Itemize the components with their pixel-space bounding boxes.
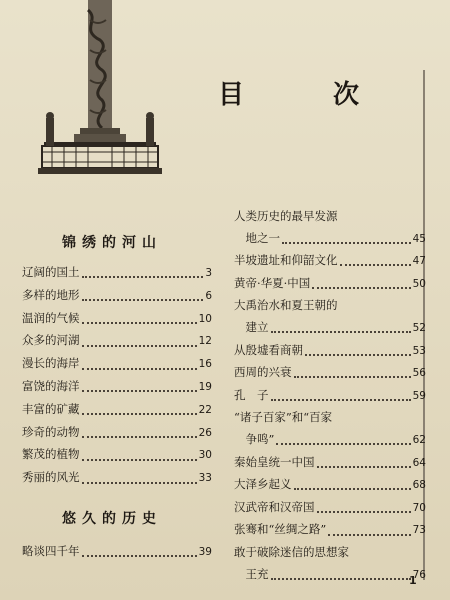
toc-entry-page: 59 [412,389,426,402]
toc-entry-title: 人类历史的最早发源 [234,209,338,223]
toc-entry-page: 64 [412,456,426,469]
toc-entry-page: 16 [198,358,212,371]
leader-dots [82,345,197,347]
toc-entry-title: 从殷墟看商朝 [234,342,303,357]
leader-dots [282,242,411,244]
toc-entry-title: 温润的气候 [22,310,80,325]
toc-entry-title: 众多的河湖 [22,333,80,348]
toc-entry-page: 33 [198,472,212,485]
toc-entry-title: 漫长的海岸 [22,356,80,371]
huabiao-pillar-illustration [30,0,170,180]
leader-dots [317,466,411,468]
leader-dots [294,376,411,378]
leader-dots [271,578,411,580]
toc-entry-page: 22 [198,403,212,416]
toc-entry-page: 52 [412,321,426,334]
toc-entry-title: 多样的地形 [22,287,80,302]
page-title: 目 次 [218,80,400,110]
toc-entry-title: 富饶的海洋 [22,378,80,393]
leader-dots [82,436,197,438]
toc-list-right [234,206,426,586]
toc-entry[interactable] [234,429,426,452]
toc-entry[interactable] [22,399,212,422]
toc-entry-page: 12 [198,335,212,348]
toc-entry[interactable] [22,376,212,399]
toc-entry-title: 张骞和“丝绸之路” [234,522,327,537]
toc-entry-title: 丰富的矿藏 [22,401,80,416]
leader-dots [271,331,411,333]
toc-entry-page: 47 [412,255,426,268]
toc-entry-title: 大禹治水和夏王朝的 [234,298,338,313]
toc-entry-title: 大泽乡起义 [234,477,292,492]
toc-entry[interactable] [22,467,212,490]
toc-entry-page: 30 [198,449,212,462]
toc-entry-title: 汉武帝和汉帝国 [234,499,315,514]
toc-entry-title: 略谈四千年 [22,544,80,558]
toc-entry-page: 19 [198,380,212,393]
leader-dots [82,482,197,484]
toc-entry[interactable] [22,262,212,285]
toc-entry-page: 56 [412,367,426,380]
toc-entry[interactable] [234,317,426,340]
toc-entry-title: 敢于破除迷信的思想家 [234,544,349,559]
toc-entry-title: 孔 子 [234,387,269,402]
toc-entry[interactable] [22,308,212,331]
leader-dots [271,399,411,401]
toc-entry-title: “诸子百家”和“百家 [234,410,333,425]
toc-entry-title: 王充 [234,566,269,581]
toc-entry-title: 珍奇的动物 [22,424,80,439]
leader-dots [305,354,411,356]
toc-entry-page: 73 [412,524,426,537]
toc-entry[interactable] [22,541,212,564]
toc-list-landscape [22,262,212,490]
toc-entry[interactable] [234,340,426,363]
leader-dots [82,299,204,301]
leader-dots [276,443,410,445]
toc-entry-page: 50 [412,277,426,290]
section-heading-landscape: 锦绣的河山 [62,235,162,251]
toc-entry[interactable] [22,444,212,467]
toc-list-history [22,541,212,564]
toc-entry[interactable] [234,206,426,228]
toc-entry-page: 53 [412,344,426,357]
toc-entry[interactable] [234,407,426,429]
page-number: 1 [409,574,417,587]
toc-entry-page: 62 [412,433,426,446]
toc-entry-title: 繁茂的植物 [22,447,80,462]
leader-dots [312,287,410,289]
toc-entry-title: 建立 [234,319,269,334]
toc-entry[interactable] [234,228,426,251]
toc-entry-page: 76 [412,568,426,581]
toc-entry-page: 3 [205,267,212,279]
toc-entry[interactable] [234,362,426,385]
toc-entry-page: 45 [412,232,426,245]
leader-dots [317,511,411,513]
toc-entry[interactable] [234,474,426,497]
leader-dots [82,390,197,392]
toc-entry[interactable] [22,330,212,353]
toc-entry[interactable] [234,385,426,408]
toc-entry[interactable] [234,273,426,296]
leader-dots [340,264,411,266]
toc-entry[interactable] [22,353,212,376]
toc-entry[interactable] [234,542,426,564]
toc-entry-title: 地之一 [234,230,280,245]
leader-dots [82,459,197,461]
leader-dots [82,276,204,278]
toc-entry-page: 10 [198,312,212,325]
toc-entry-title: 争鸣” [234,431,275,446]
toc-entry[interactable] [22,422,212,445]
toc-entry-page: 6 [205,289,212,302]
toc-entry-title: 半坡遗址和仰韶文化 [234,253,338,268]
toc-entry-title: 黄帝·华夏·中国 [234,275,311,290]
section-heading-history: 悠久的历史 [62,511,162,527]
leader-dots [294,488,411,490]
toc-entry[interactable] [234,519,426,542]
toc-entry-page: 70 [412,501,426,514]
leader-dots [328,534,410,536]
toc-entry-title: 秀丽的风光 [22,470,80,485]
toc-entry[interactable] [22,285,212,308]
toc-entry-page: 39 [198,546,212,558]
toc-entry-page: 68 [412,479,426,492]
toc-entry[interactable] [234,452,426,475]
toc-entry[interactable] [234,564,426,587]
leader-dots [82,368,197,370]
leader-dots [82,555,197,557]
toc-entry[interactable] [234,295,426,317]
toc-entry-title: 辽阔的国土 [22,265,80,279]
toc-entry-title: 西周的兴衰 [234,365,292,380]
toc-entry[interactable] [234,497,426,520]
leader-dots [82,413,197,415]
toc-entry-page: 26 [198,426,212,439]
toc-entry[interactable] [234,250,426,273]
leader-dots [82,322,197,324]
toc-entry-title: 秦始皇统一中国 [234,454,315,469]
